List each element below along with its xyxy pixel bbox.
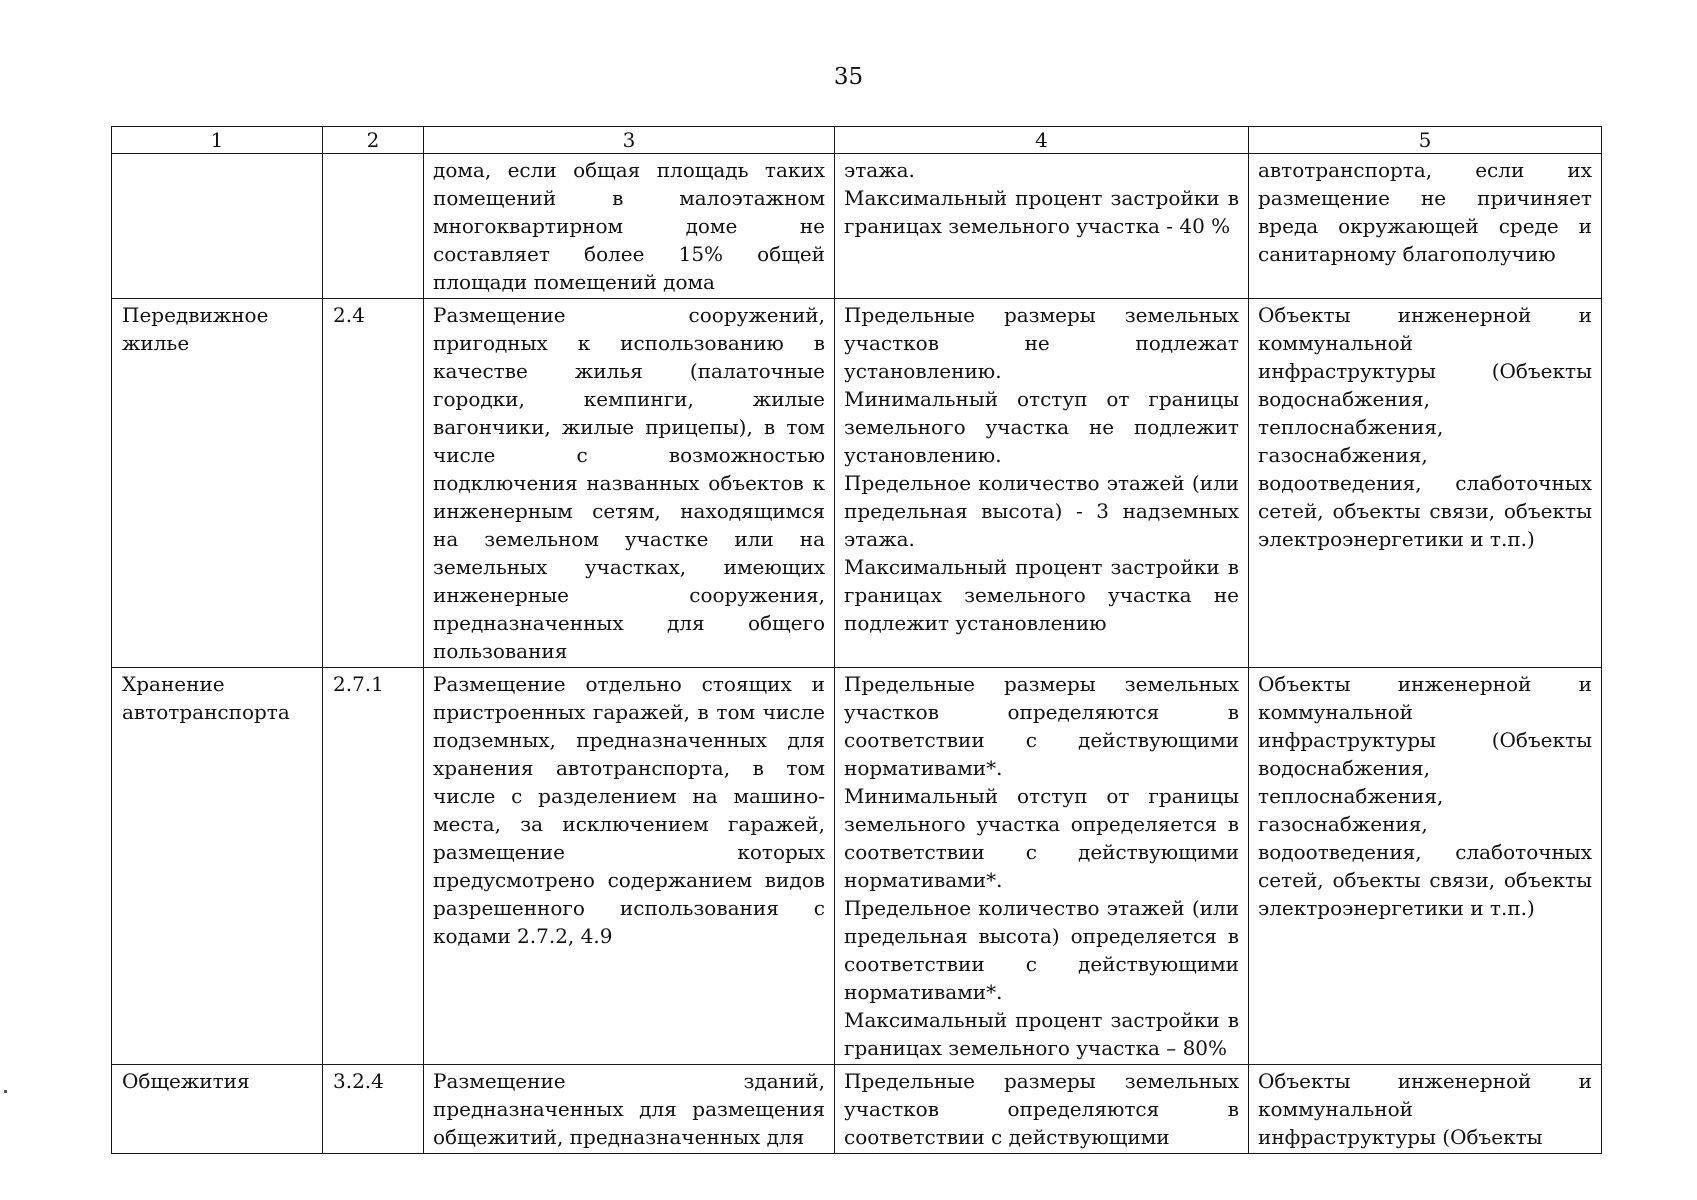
parameters-cell <box>835 299 1249 668</box>
auxiliary-uses-cell: Объекты инженерной и коммунальной инфраструктуры (Объекты водоснабжения, теплоснабжения, газоснабжения, водоотведения, слаботочных сетей, объекты связи, объекты электроэнергетики и т.п.) <box>1249 668 1602 1065</box>
auxiliary-uses-cell: Объекты инженерной и коммунальной инфраструктуры (Объекты <box>1249 1065 1602 1154</box>
scan-speck <box>4 1090 7 1093</box>
parameters-cell <box>835 1065 1249 1154</box>
use-name-cell: Хранение автотранспорта <box>112 668 323 1065</box>
column-header-3: 3 <box>424 127 835 154</box>
table-row <box>112 154 1602 299</box>
parameter-paragraph: Предельное количество этажей (или предельная высота) определяется в соответствии с действующими нормативами*. <box>844 896 1239 1004</box>
parameter-paragraph: этажа. <box>844 158 915 182</box>
parameter-paragraph: Максимальный процент застройки в границах земельного участка - 40 % <box>844 186 1239 238</box>
auxiliary-uses-cell: Объекты инженерной и коммунальной инфраструктуры (Объекты водоснабжения, теплоснабжения, газоснабжения, водоотведения, слаботочных сетей, объекты связи, объекты электроэнергетики и т.п.) <box>1249 299 1602 668</box>
use-name-cell <box>112 154 323 299</box>
use-code-cell <box>323 154 424 299</box>
parameter-paragraph: Минимальный отступ от границы земельного участка не подлежит установлению. <box>844 387 1239 467</box>
header-row <box>112 127 1602 154</box>
column-header-1: 1 <box>112 127 323 154</box>
parameter-paragraph: Предельные размеры земельных участков определяются в соответствии с действующими нормативами*. <box>844 672 1239 780</box>
page-number: 35 <box>833 64 864 90</box>
parameter-paragraph: Максимальный процент застройки в границах земельного участка – 80% <box>844 1008 1239 1060</box>
parameters-cell <box>835 154 1249 299</box>
use-description-cell: Размещение зданий, предназначенных для размещения общежитий, предназначенных для <box>424 1065 835 1154</box>
parameter-paragraph: Предельные размеры земельных участков определяются в соответствии с действующими <box>844 1069 1239 1149</box>
use-code-cell: 2.7.1 <box>323 668 424 1065</box>
use-description-cell: Размещение сооружений, пригодных к использованию в качестве жилья (палаточные городки, кемпинги, жилые вагончики, жилые прицепы), в том числе с возможностью подключения названных объектов к инженерным сетям, находящимся на земельном участке или на земельных участках, имеющих инженерные сооружения, предназначенных для общего пользования <box>424 299 835 668</box>
table-row <box>112 668 1602 1065</box>
column-header-4: 4 <box>835 127 1249 154</box>
parameter-paragraph: Минимальный отступ от границы земельного участка определяется в соответствии с действующими нормативами*. <box>844 784 1239 892</box>
column-header-2: 2 <box>323 127 424 154</box>
table-row <box>112 1065 1602 1154</box>
use-name-cell: Передвижное жилье <box>112 299 323 668</box>
column-header-5: 5 <box>1249 127 1602 154</box>
use-name-cell: Общежития <box>112 1065 323 1154</box>
zoning-table <box>111 126 1602 1154</box>
use-code-cell: 2.4 <box>323 299 424 668</box>
use-description-cell: Размещение отдельно стоящих и пристроенных гаражей, в том числе подземных, предназначенных для хранения автотранспорта, в том числе с разделением на машино-места, за исключением гаражей, размещение которых предусмотрено содержанием видов разрешенного использования с кодами 2.7.2, 4.9 <box>424 668 835 1065</box>
parameter-paragraph: Предельные размеры земельных участков не подлежат установлению. <box>844 303 1239 383</box>
parameters-cell <box>835 668 1249 1065</box>
parameter-paragraph: Предельное количество этажей (или предельная высота) - 3 надземных этажа. <box>844 471 1239 551</box>
table-row <box>112 299 1602 668</box>
use-description-cell: дома, если общая площадь таких помещений в малоэтажном многоквартирном доме не составляет более 15% общей площади помещений дома <box>424 154 835 299</box>
auxiliary-uses-cell: автотранспорта, если их размещение не причиняет вреда окружающей среде и санитарному благополучию <box>1249 154 1602 299</box>
use-code-cell: 3.2.4 <box>323 1065 424 1154</box>
parameter-paragraph: Максимальный процент застройки в границах земельного участка не подлежит установлению <box>844 555 1239 635</box>
